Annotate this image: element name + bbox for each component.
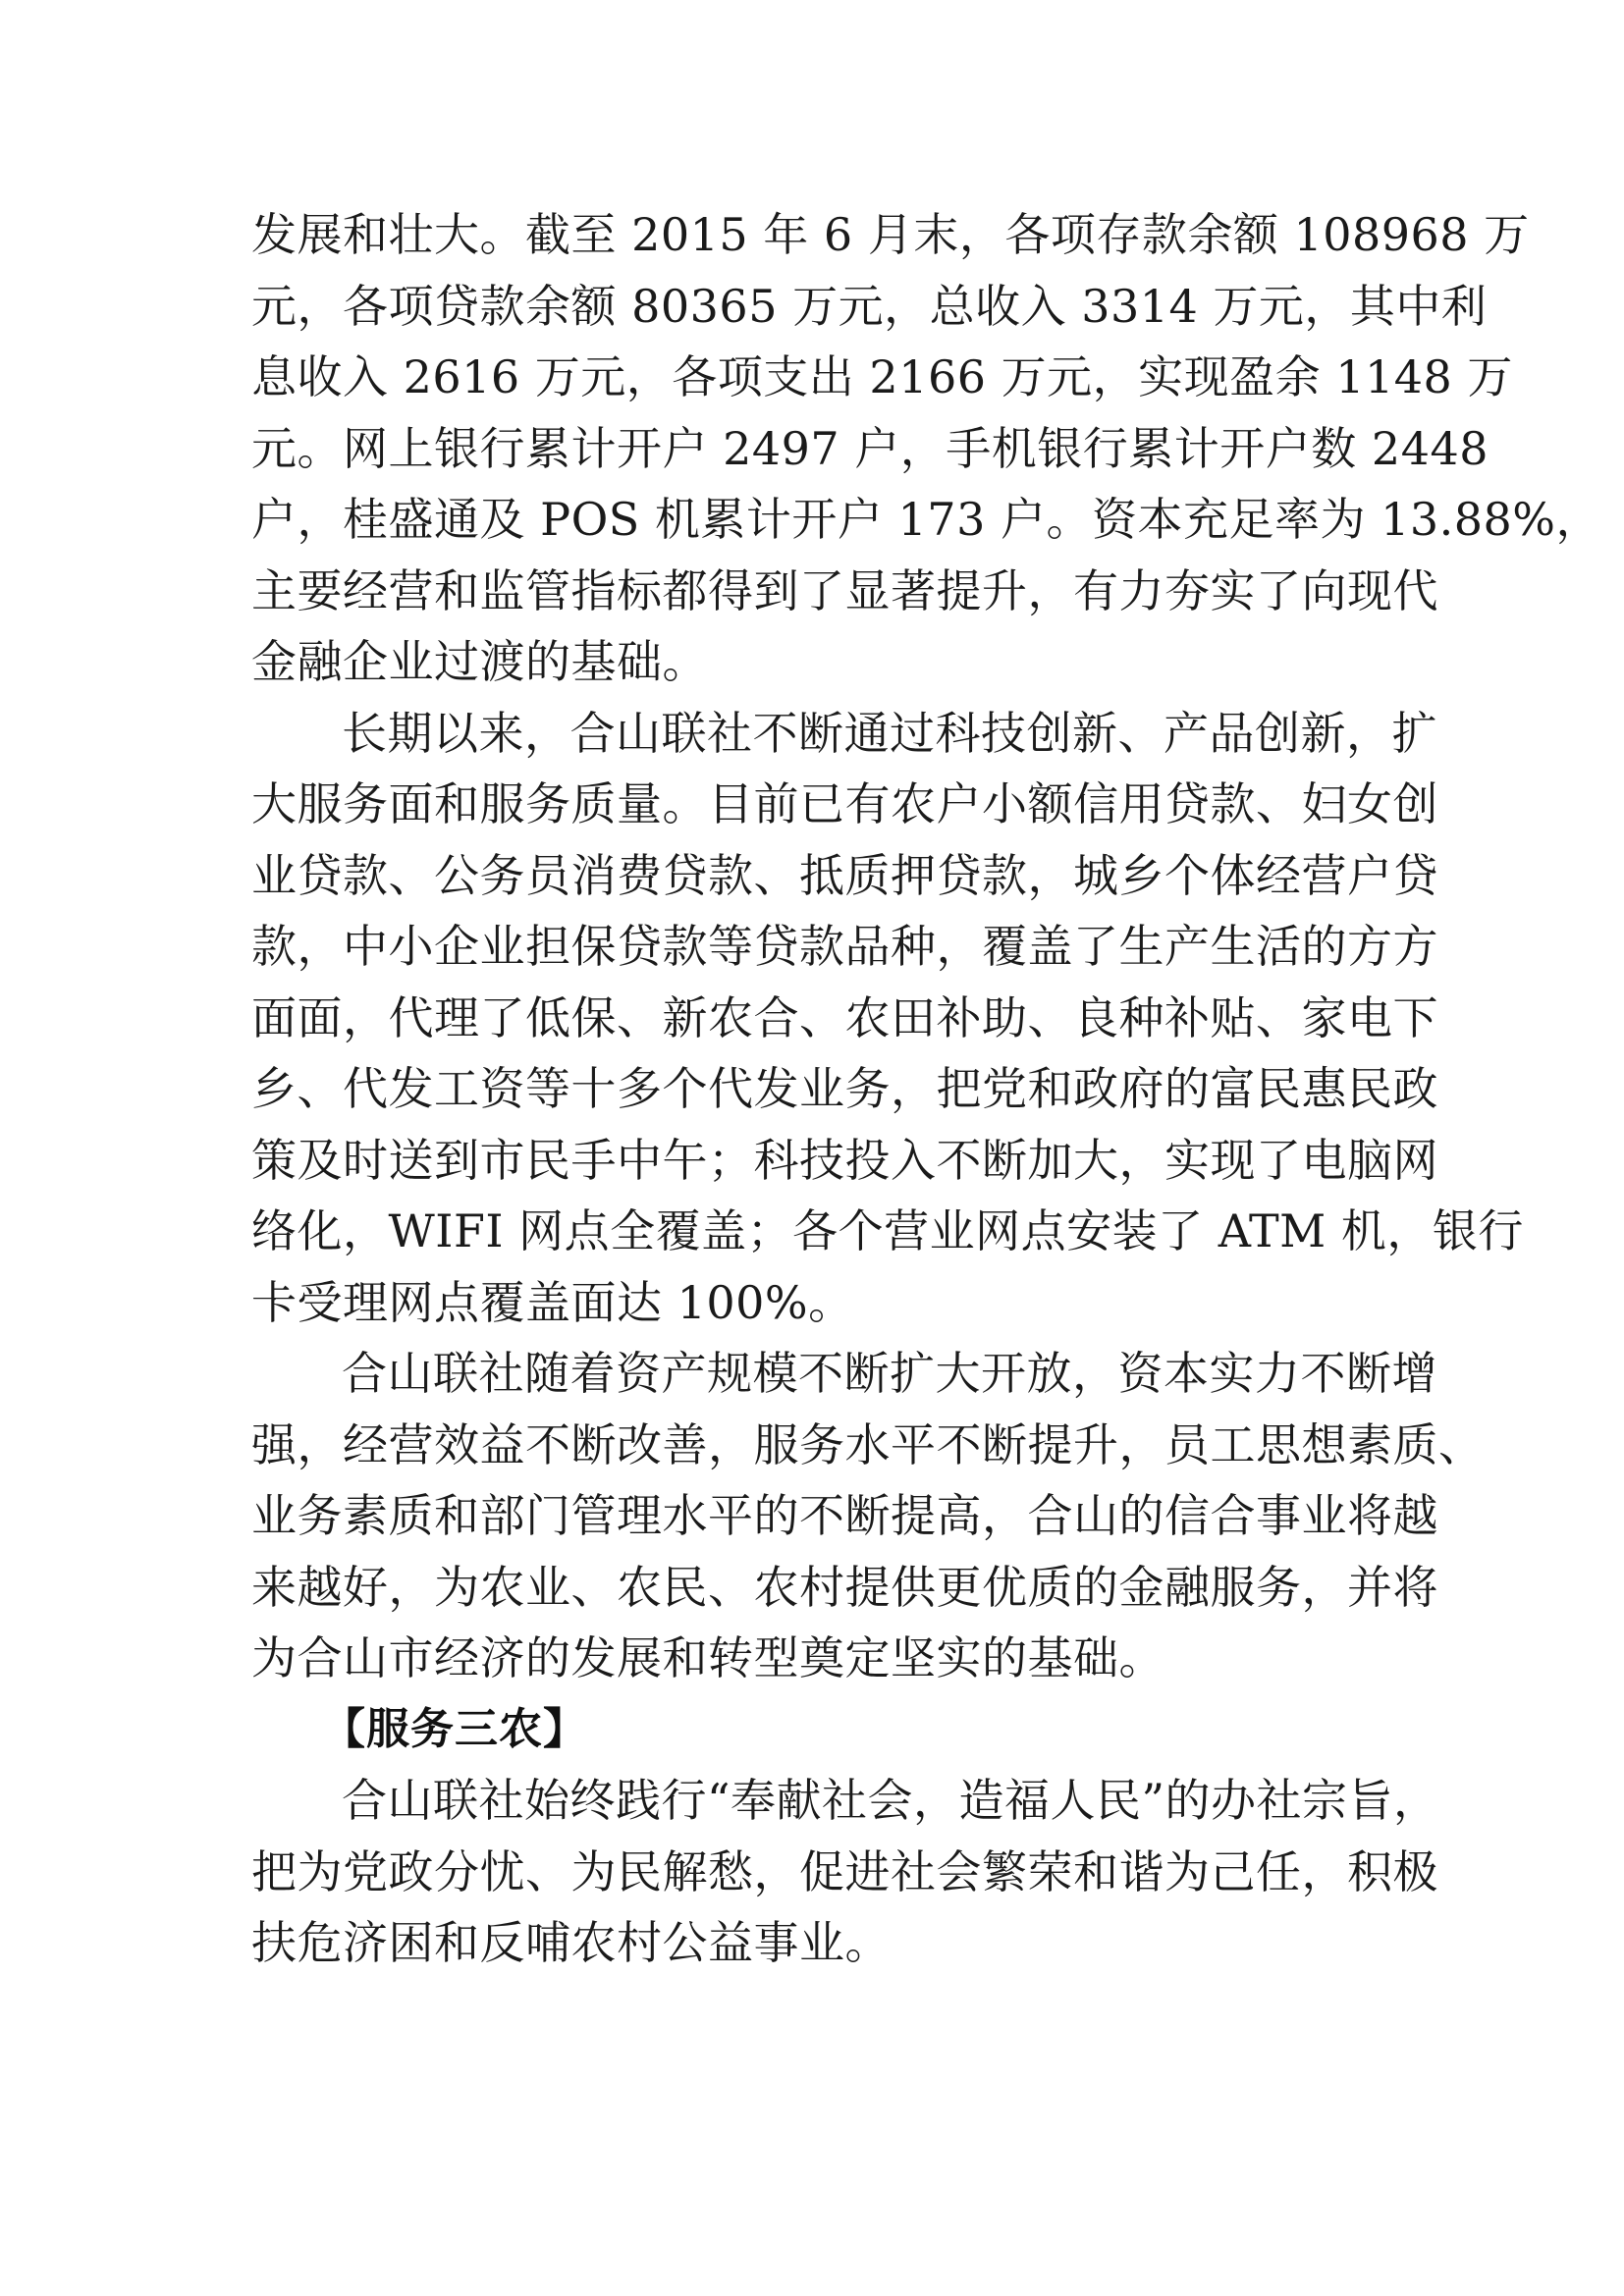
text-line: 元。网上银行累计开户 2497 户，手机银行累计开户数 2448 [251,421,1489,475]
paragraph-service-innovation [251,698,1524,1339]
text-line: 合山联社始终践行“奉献社会，造福人民”的办社宗旨， [342,1774,1439,1827]
text-line: 长期以来，合山联社不断通过科技创新、产品创新，扩 [342,706,1437,760]
text-line: 业贷款、公务员消费贷款、抵质押贷款，城乡个体经营户贷 [251,848,1438,902]
text-line: 合山联社随着资产规模不断扩大开放，资本实力不断增 [342,1347,1437,1400]
text-line: 金融企业过渡的基础。 [251,635,708,688]
text-line: 把为党政分忧、为民解愁，促进社会繁荣和谐为己任，积极 [251,1844,1438,1898]
text-line: 款，中小企业担保贷款等贷款品种，覆盖了生产生活的方方 [251,920,1438,973]
text-line: 为合山市经济的发展和转型奠定坚实的基础。 [251,1631,1164,1684]
text-line: 发展和壮大。截至 2015 年 6 月末，各项存款余额 108968 万 [251,208,1530,261]
document-body [251,199,1601,1979]
text-line: 扶危济困和反哺农村公益事业。 [251,1916,891,1969]
text-line: 大服务面和服务质量。目前已有农户小额信用贷款、妇女创 [251,777,1438,830]
text-line: 主要经营和监管指标都得到了显著提升，有力夯实了向现代 [251,563,1438,617]
text-line: 卡受理网点覆盖面达 100%。 [251,1275,854,1329]
text-line: 元，各项贷款余额 80365 万元，总收入 3314 万元，其中利 [251,279,1488,333]
paragraph-financial-results [251,199,1601,698]
paragraph-outlook [251,1338,1485,1694]
text-line: 息收入 2616 万元，各项支出 2166 万元，实现盈余 1148 万 [251,350,1513,403]
text-line: 强，经营效益不断改善，服务水平不断提升，员工思想素质、 [251,1417,1485,1471]
text-line: 户，桂盛通及 POS 机累计开户 173 户。资本充足率为 13.88%， [251,493,1601,546]
text-line: 络化，WIFI 网点全覆盖；各个营业网点安装了 ATM 机，银行 [251,1204,1524,1257]
text-line: 来越好，为农业、农民、农村提供更优质的金融服务，并将 [251,1560,1438,1614]
text-line: 乡、代发工资等十多个代发业务，把党和政府的富民惠民政 [251,1062,1438,1115]
paragraph-mission [251,1765,1439,1979]
text-line: 业务素质和部门管理水平的不断提高，合山的信合事业将越 [251,1489,1438,1542]
text-line: 面面，代理了低保、新农合、农田补助、良种补贴、家电下 [251,990,1438,1044]
text-line: 策及时送到市民手中午；科技投入不断加大，实现了电脑网 [251,1133,1438,1187]
section-heading-serve-agriculture: 【服务三农】 [322,1703,587,1754]
